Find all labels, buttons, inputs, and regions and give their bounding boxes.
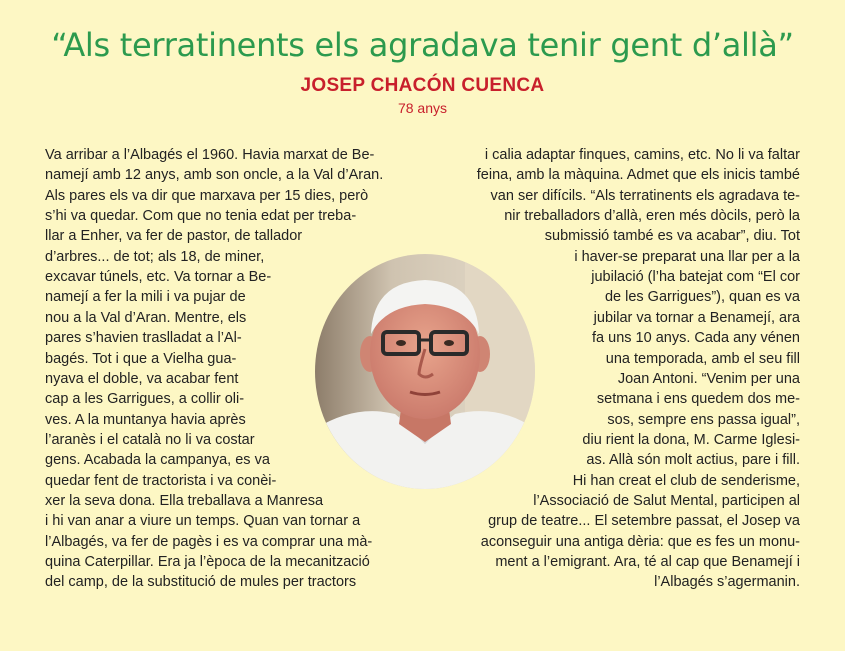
text-line: fa uns 10 anys. Cada any vénen — [592, 330, 800, 347]
text-line: as. Allà són molt actius, pare i fill. — [586, 452, 800, 469]
text-line: Hi han creat el club de senderisme, — [572, 472, 800, 489]
text-line: namejí amb 12 anys, amb son oncle, a la Val d’Aran. — [45, 167, 384, 184]
text-line: nou a la Val d’Aran. Mentre, els — [45, 309, 247, 326]
text-line: grup de teatre... El setembre passat, el Josep va — [488, 513, 800, 530]
text-line: namejí a fer la mili i va pujar de — [45, 289, 246, 306]
text-line: d’arbres... de tot; als 18, de miner, — [45, 248, 265, 265]
text-line: s’hi va quedar. Com que no tenia edat per treba- — [45, 208, 357, 225]
text-line: bagés. Tot i que a Vielha gua- — [45, 350, 237, 367]
text-line: l’Associació de Salut Mental, participen al — [533, 492, 800, 509]
text-line: quedar fent de tractorista i va conèi- — [45, 472, 277, 489]
text-line: diu rient la dona, M. Carme Iglesi- — [582, 431, 800, 448]
text-line: aconseguir una antiga dèria: que es fes un monu- — [480, 533, 800, 550]
text-line: Va arribar a l’Albagés el 1960. Havia marxat de Be- — [45, 147, 375, 163]
article-title: “Als terratinents els agradava tenir gent d’allà” — [51, 26, 794, 64]
text-line: Als pares els va dir que marxava per 15 dies, però — [45, 187, 369, 204]
text-line: cap a les Garrigues, a collir oli- — [45, 391, 245, 408]
text-line: sos, sempre ens passa igual”, — [607, 411, 800, 428]
text-line: setmana i ens quedem dos me- — [596, 391, 800, 408]
text-line: quina Caterpillar. Era ja l’època de la mecanització — [45, 554, 370, 570]
text-line: ment a l’emigrant. Ara, té al cap que Benamejí i — [495, 554, 800, 570]
text-line: l’Albagés s’agermanin. — [654, 574, 800, 591]
text-line: jubilar va tornar a Benamejí, ara — [593, 309, 800, 326]
text-line: feina, amb la màquina. Admet que els inicis també — [476, 167, 800, 184]
text-line: nir treballadors d’allà, eren més dòcils, però la — [504, 208, 800, 225]
author-age: 78 anys — [397, 100, 448, 116]
text-line: jubilació (l’ha batejat com “El cor — [591, 269, 800, 286]
text-line: l’Albagés, va fer de pagès i es va comprar una mà- — [45, 533, 373, 550]
text-line: submissió també es va acabar”, diu. Tot — [544, 228, 800, 245]
text-line: xer la seva dona. Ella treballava a Manresa — [45, 492, 324, 509]
text-line: i calia adaptar finques, camins, etc. No li va faltar — [484, 147, 800, 163]
text-line: llar a Enher, va fer de pastor, de tallador — [45, 228, 303, 245]
text-line: van ser difícils. “Als terratinents els agradava te- — [490, 187, 800, 204]
text-line: una temporada, amb el seu fill — [605, 350, 800, 367]
text-line: nyava el doble, va acabar fent — [45, 370, 239, 387]
text-line: i haver-se preparat una llar per a la — [574, 248, 800, 265]
text-line: gens. Acabada la campanya, es va — [45, 452, 270, 469]
portrait-photo — [315, 254, 535, 489]
text-line: de les Garrigues”), quan es va — [604, 289, 800, 306]
text-line: i hi van anar a viure un temps. Quan van tornar a — [45, 513, 361, 530]
text-line: excavar túnels, etc. Va tornar a Be- — [45, 269, 272, 286]
author-name: JOSEP CHACÓN CUENCA — [300, 75, 545, 96]
text-line: pares s’havien traslladat a l’Al- — [45, 330, 242, 347]
text-line: l’aranès i el català no li va costar — [45, 431, 255, 448]
text-line: Joan Antoni. “Venim per una — [617, 370, 800, 387]
text-line: ves. A la muntanya havia après — [45, 411, 246, 428]
text-line: del camp, de la substitució de mules per tractors — [45, 574, 357, 591]
